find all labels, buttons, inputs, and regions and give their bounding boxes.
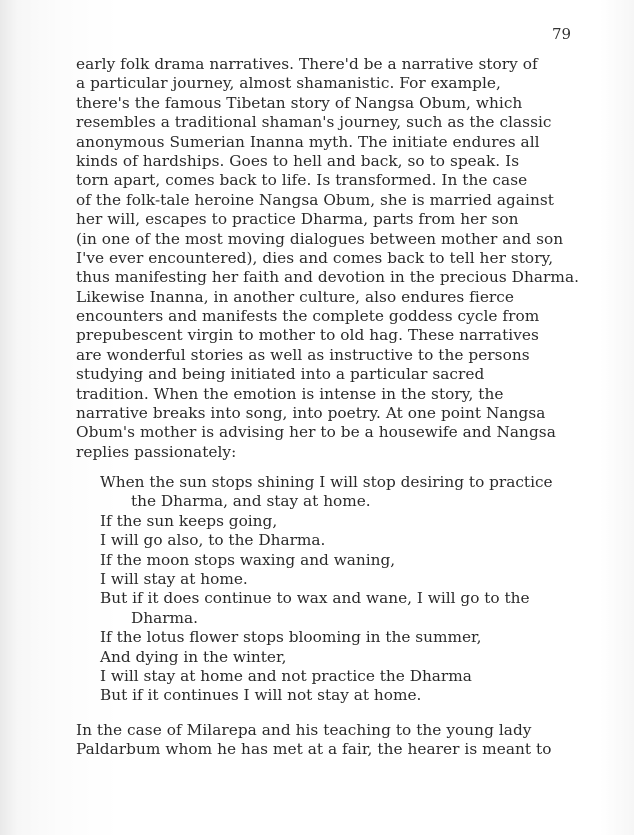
verse-line: If the moon stops waxing and waning, xyxy=(100,550,396,569)
text-line: of the folk-tale heroine Nangsa Obum, she is married against xyxy=(76,190,554,209)
text-line: Likewise Inanna, in another culture, also endures fierce xyxy=(76,287,514,306)
text-line: there's the famous Tibetan story of Nangsa Obum, which xyxy=(76,93,523,112)
text-line: tradition. When the emotion is intense in the story, the xyxy=(76,384,504,403)
verse-line: If the sun keeps going, xyxy=(100,511,278,530)
text-line: torn apart, comes back to life. Is transformed. In the case xyxy=(76,171,528,190)
paragraph-2 xyxy=(76,721,616,760)
verse-line: But if it continues I will not stay at home. xyxy=(100,686,422,705)
verse-line: If the lotus flower stops blooming in the summer, xyxy=(100,628,482,647)
text-line: Obum's mother is advising her to be a housewife and Nangsa xyxy=(76,423,556,442)
text-line: resembles a traditional shaman's journey, such as the classic xyxy=(76,113,552,132)
text-line: are wonderful stories as well as instructive to the persons xyxy=(76,345,530,364)
text-line: a particular journey, almost shamanistic. For example, xyxy=(76,74,501,93)
text-line: narrative breaks into song, into poetry. At one point Nangsa xyxy=(76,404,546,423)
text-line: (in one of the most moving dialogues between mother and son xyxy=(76,229,564,248)
text-line: kinds of hardships. Goes to hell and back, so to speak. Is xyxy=(76,151,520,170)
text-line: early folk drama narratives. There'd be a narrative story of xyxy=(76,55,538,73)
verse-line: I will go also, to the Dharma. xyxy=(100,531,326,550)
page-number: 79 xyxy=(552,25,572,43)
text-line: studying and being initiated into a particular sacred xyxy=(76,365,485,384)
text-line: replies passionately: xyxy=(76,442,237,461)
text-line: In the case of Milarepa and his teaching to the young lady xyxy=(76,721,532,739)
text-line: prepubescent virgin to mother to old hag. These narratives xyxy=(76,326,539,345)
verse-line: When the sun stops shining I will stop desiring to practice xyxy=(100,473,553,491)
verse-block xyxy=(76,473,616,706)
text-line: her will, escapes to practice Dharma, parts from her son xyxy=(76,210,519,229)
text-line: I've ever encountered), dies and comes back to tell her story, xyxy=(76,248,554,267)
verse-line: And dying in the winter, xyxy=(100,647,287,666)
verse-line: I will stay at home. xyxy=(100,569,248,588)
text-line: anonymous Sumerian Inanna myth. The initiate endures all xyxy=(76,132,540,151)
text-line: Paldarbum whom he has met at a fair, the hearer is meant to xyxy=(76,740,552,759)
text-line: thus manifesting her faith and devotion in the precious Dharma. xyxy=(76,268,580,287)
verse-line: I will stay at home and not practice the Dharma xyxy=(100,666,472,685)
text-line: encounters and manifests the complete goddess cycle from xyxy=(76,307,540,326)
verse-line: the Dharma, and stay at home. xyxy=(131,492,371,511)
verse-line: Dharma. xyxy=(131,608,199,627)
paragraph-1 xyxy=(76,55,616,462)
verse-line: But if it does continue to wax and wane, I will go to the xyxy=(100,589,530,608)
